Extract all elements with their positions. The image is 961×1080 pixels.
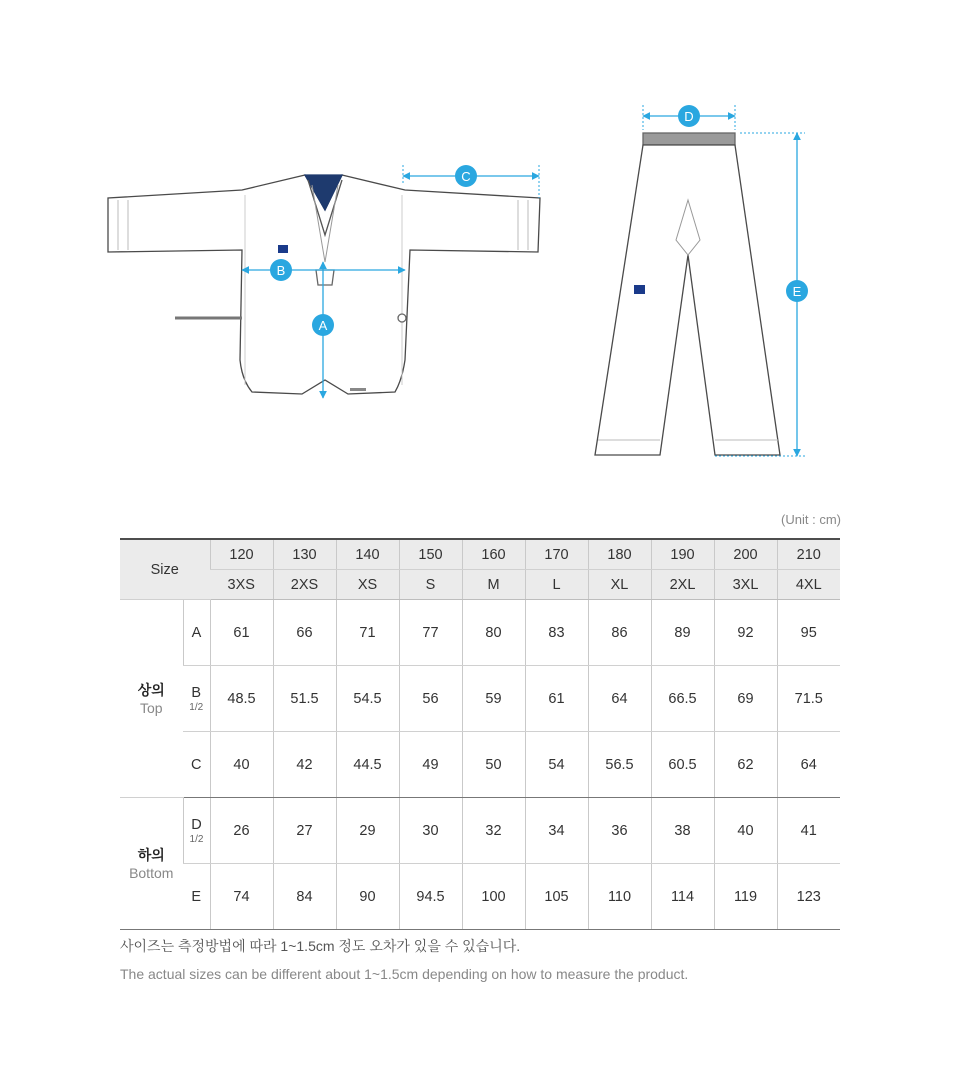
size-number: 210 [777,539,840,570]
value-cell: 26 [210,798,273,864]
value-cell: 84 [273,864,336,930]
value-cell: 61 [525,666,588,732]
value-cell: 90 [336,864,399,930]
table-row-a [120,600,840,666]
size-label: S [399,570,462,600]
value-cell: 56.5 [588,732,651,798]
measure-cell-d [183,798,210,864]
size-number: 130 [273,539,336,570]
note-korean: 사이즈는 측정방법에 따라 1~1.5cm 정도 오차가 있을 수 있습니다. [120,938,521,954]
note-english: The actual sizes can be different about 1~1.5cm depending on how to measure the product. [120,966,689,982]
value-cell: 69 [714,666,777,732]
value-cell: 86 [588,600,651,666]
value-cell: 71 [336,600,399,666]
value-cell: 83 [525,600,588,666]
size-label: L [525,570,588,600]
size-label: 2XL [651,570,714,600]
size-label: XL [588,570,651,600]
measure-half: 1/2 [189,701,204,713]
size-label: 4XL [777,570,840,600]
value-cell: 92 [714,600,777,666]
measure-cell-b [183,666,210,732]
size-label: 3XS [210,570,273,600]
size-label: M [462,570,525,600]
value-cell: 41 [777,798,840,864]
size-number-row [120,539,840,570]
value-cell: 110 [588,864,651,930]
size-header: Size [120,539,210,600]
size-number: 120 [210,539,273,570]
measure-half: 1/2 [189,833,204,845]
value-cell: 34 [525,798,588,864]
value-cell: 119 [714,864,777,930]
size-number: 160 [462,539,525,570]
top-label-en: Top [139,699,163,716]
marker-d-label: D [684,109,694,124]
size-label: 2XS [273,570,336,600]
top-label-ko: 상의 [137,681,165,698]
value-cell: 54.5 [336,666,399,732]
bottom-label-ko: 하의 [137,846,165,863]
value-cell: 95 [777,600,840,666]
pants-logo [634,285,645,294]
value-cell: 38 [651,798,714,864]
measure-letter: A [191,624,202,641]
value-cell: 50 [462,732,525,798]
value-cell: 105 [525,864,588,930]
value-cell: 40 [210,732,273,798]
size-number: 170 [525,539,588,570]
measure-letter: C [191,756,202,773]
value-cell: 56 [399,666,462,732]
size-label: 3XL [714,570,777,600]
marker-a-label: A [318,318,328,333]
value-cell: 77 [399,600,462,666]
table-row-b [120,666,840,732]
size-label: XS [336,570,399,600]
value-cell: 66 [273,600,336,666]
table-row-c [120,732,840,798]
size-number: 200 [714,539,777,570]
value-cell: 48.5 [210,666,273,732]
value-cell: 54 [525,732,588,798]
measure-letter: E [191,888,202,905]
size-number: 150 [399,539,462,570]
value-cell: 29 [336,798,399,864]
value-cell: 62 [714,732,777,798]
size-notes [120,936,688,982]
value-cell: 40 [714,798,777,864]
measure-cell-e [183,864,210,930]
jacket-drawing [108,175,540,394]
value-cell: 49 [399,732,462,798]
value-cell: 123 [777,864,840,930]
size-number: 180 [588,539,651,570]
value-cell: 100 [462,864,525,930]
value-cell: 61 [210,600,273,666]
pants-waistband [643,133,735,145]
value-cell: 42 [273,732,336,798]
measure-letter: B [191,684,202,701]
marker-e-label: E [792,284,802,299]
size-table [120,538,840,930]
value-cell: 64 [588,666,651,732]
value-cell: 59 [462,666,525,732]
marker-c-label: C [461,169,471,184]
table-row-d [120,798,840,864]
value-cell: 74 [210,864,273,930]
value-cell: 44.5 [336,732,399,798]
value-cell: 114 [651,864,714,930]
pants-drawing [595,133,780,455]
value-cell: 64 [777,732,840,798]
top-group-label [120,600,183,798]
value-cell: 36 [588,798,651,864]
value-cell: 80 [462,600,525,666]
table-row-e [120,864,840,930]
value-cell: 89 [651,600,714,666]
measure-letter: D [191,816,202,833]
size-label-row [120,570,840,600]
value-cell: 66.5 [651,666,714,732]
bottom-label-en: Bottom [129,864,174,881]
size-number: 190 [651,539,714,570]
value-cell: 60.5 [651,732,714,798]
measure-cell-c [183,732,210,798]
garment-diagram [0,0,961,480]
measure-cell-a [183,600,210,666]
value-cell: 51.5 [273,666,336,732]
marker-b-label: B [276,263,286,278]
bottom-group-label [120,798,183,930]
measure-d [643,105,735,130]
jacket-logo [278,245,288,253]
value-cell: 94.5 [399,864,462,930]
value-cell: 71.5 [777,666,840,732]
value-cell: 32 [462,798,525,864]
value-cell: 27 [273,798,336,864]
unit-label: (Unit : cm) [781,512,841,527]
pants-legs [595,145,780,455]
size-number: 140 [336,539,399,570]
value-cell: 30 [399,798,462,864]
